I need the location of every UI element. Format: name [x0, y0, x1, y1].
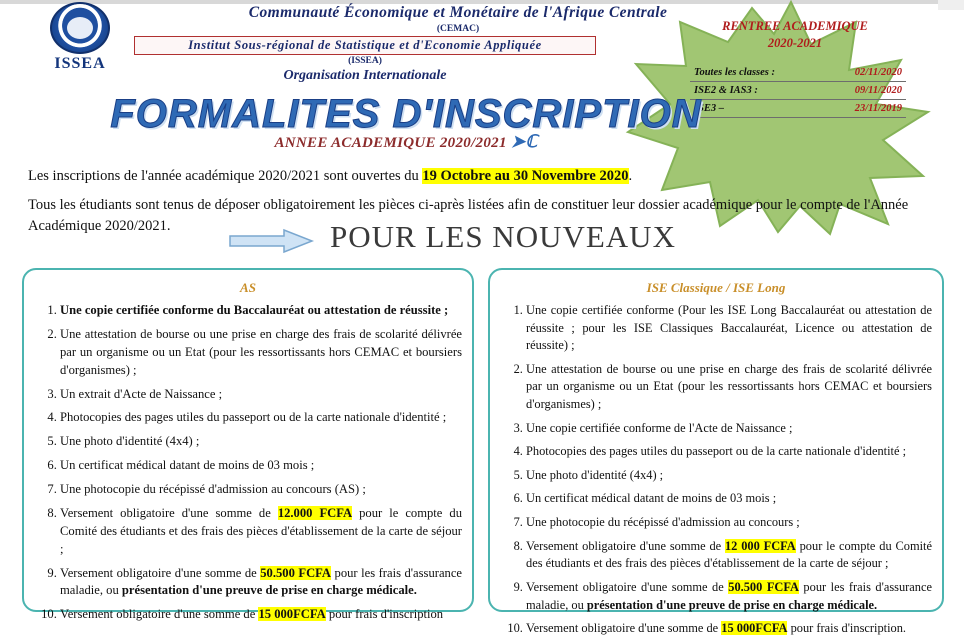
item-text: Photocopies des pages utiles du passeport ou de la carte nationale d'identité ; [526, 444, 907, 459]
item-text: Une attestation de bourse ou une prise en charge des frais de scolarité délivrée par un organisme ou un Etat (pour les ressortissants hors CEMAC et boursiers d'organismes) ; [60, 326, 462, 377]
rentree-row-value: 02/11/2020 [823, 64, 906, 82]
institution-abbr-1: (CEMAC) [436, 24, 480, 34]
intro-paragraph-2: Tous les étudiants sont tenus de déposer obligatoirement les pièces ci-après listées afin de constituer leur dossier académique pour le compte de l'Année Académique 2020/2021. [28, 197, 909, 235]
list-item [60, 409, 462, 427]
list-item: 9. Versement obligatoire d'une somme de 50.500 FCFA pour les frais d'assurance maladie, ou présentation d'une preuve de prise en charge médicale. [526, 579, 932, 614]
rentree-row-value: 09/11/2020 [823, 82, 906, 100]
institution-line-1: Communauté Économique et Monétaire de l'Afrique Centrale [248, 4, 668, 21]
table-row [690, 100, 906, 118]
list-item: 8. Versement obligatoire d'une somme de 12 000 FCFA pour le compte du Comité des étudiants et des frais des pièces d'établissement de la carte de séjour ; [526, 538, 932, 573]
list-item [526, 361, 932, 414]
item-text: Un certificat médical datant de moins de 03 mois ; [526, 491, 777, 506]
list-item: 9. Versement obligatoire d'une somme de 50.500 FCFA pour les frais d'assurance maladie, ou présentation d'une preuve de prise en charge médicale. [60, 565, 462, 601]
requirements-column-ise [488, 268, 944, 636]
page-subtitle-text: ANNEE ACADEMIQUE 2020/2021 [274, 135, 507, 151]
amount-highlight: 15 000FCFA [721, 621, 788, 636]
item-text: Une copie certifiée conforme de l'Acte de Naissance ; [526, 420, 793, 435]
intro-line-1-before: Les inscriptions de l'année académique 2020/2021 sont ouvertes du [28, 168, 423, 184]
list-item: 8. Versement obligatoire d'une somme de 12.000 FCFA pour le compte du Comité des étudiants et des frais des pièces d'établissement de la carte de séjour ; [60, 505, 462, 559]
item-text: Une photo d'identité (4x4) ; [526, 467, 664, 482]
item-text: Une copie certifiée conforme du Baccalauréat ou attestation de réussite ; [60, 303, 449, 317]
requirements-list [500, 302, 932, 638]
inscription-period-highlight: 19 Octobre au 30 Novembre 2020 [422, 168, 629, 184]
arrow-right-icon [228, 228, 314, 254]
logo-label: ISSEA [54, 55, 106, 72]
table-row [690, 82, 906, 100]
amount-highlight: 50.500 FCFA [728, 579, 799, 594]
list-item [526, 302, 932, 355]
section-title: POUR LES NOUVEAUX [330, 219, 676, 254]
institution-name-box [134, 36, 596, 55]
item-text: Photocopies des pages utiles du passeport ou de la carte nationale d'identité ; [60, 410, 447, 425]
page-title: FORMALITES D'INSCRIPTION [110, 92, 702, 136]
item-text: Une photo d'identité (4x4) ; [60, 434, 200, 449]
amount-highlight: 12 000 FCFA [724, 538, 796, 553]
list-item [60, 386, 462, 404]
amount-highlight: 12.000 FCFA [277, 505, 353, 520]
item-text: Une photocopie du récépissé d'admission au concours ; [526, 515, 800, 530]
table-row [690, 64, 906, 82]
list-item: 10. Versement obligatoire d'une somme de 15 000FCFA pour frais d'inscription [60, 606, 462, 624]
item-text: Un extrait d'Acte de Naissance ; [60, 386, 223, 401]
list-item [60, 433, 462, 451]
list-item [60, 326, 462, 380]
requirements-column-as [22, 268, 474, 622]
list-item [60, 457, 462, 475]
rentree-row-label: ISE2 & IAS3 : [690, 82, 823, 100]
flourish-icon: ➤ℂ [510, 132, 538, 151]
rentree-row-value: 23/11/2019 [823, 100, 906, 118]
institution-abbr-2: (ISSEA) [348, 56, 382, 66]
intro-line-1-after: . [628, 168, 633, 184]
institution-line-3: Organisation Internationale [283, 68, 447, 83]
item-text: Une photocopie du récépissé d'admission au concours (AS) ; [60, 482, 366, 496]
list-item: 10. Versement obligatoire d'une somme de 15 000FCFA pour frais d'inscription. [526, 620, 932, 638]
item-text: Une attestation de bourse ou une prise en charge des frais de scolarité délivrée par un organisme ou un Etat (pour les ressortissants hors CEMAC et boursiers d'organismes) ; [526, 361, 932, 412]
rentree-row-label: Toutes les classes : [690, 64, 823, 82]
rentree-dates-table [690, 64, 906, 118]
list-item [526, 420, 932, 438]
list-item [60, 302, 462, 320]
requirements-list [34, 302, 462, 624]
page-subtitle [96, 132, 716, 152]
item-text: Un certificat médical datant de moins de 03 mois ; [60, 458, 315, 473]
list-item [526, 514, 932, 532]
column-heading: AS [240, 280, 256, 295]
issea-logo [38, 2, 122, 76]
rentree-heading-line2: 2020-2021 [767, 35, 823, 50]
rentree-row-label: ISE3 – [690, 100, 823, 118]
list-item [60, 481, 462, 499]
item-text: Une copie certifiée conforme (Pour les ISE Long Baccalauréat ou attestation de réussite ; pour les ISE Classiques Baccalauréat, Licence ou attestation de réussite) ; [526, 303, 932, 353]
amount-highlight: 50.500 FCFA [260, 565, 332, 580]
seal-icon [50, 2, 110, 54]
list-item [526, 443, 932, 461]
institution-line-2: Institut Sous-régional de Statistique et d'Economie Appliquée [188, 38, 542, 52]
column-heading: ISE Classique / ISE Long [646, 280, 786, 295]
intro-line-1 [28, 166, 948, 187]
amount-highlight: 15 000FCFA [258, 607, 326, 622]
list-item [526, 490, 932, 508]
list-item [526, 467, 932, 485]
rentree-heading-line1: RENTREE ACADEMIQUE [722, 19, 868, 33]
